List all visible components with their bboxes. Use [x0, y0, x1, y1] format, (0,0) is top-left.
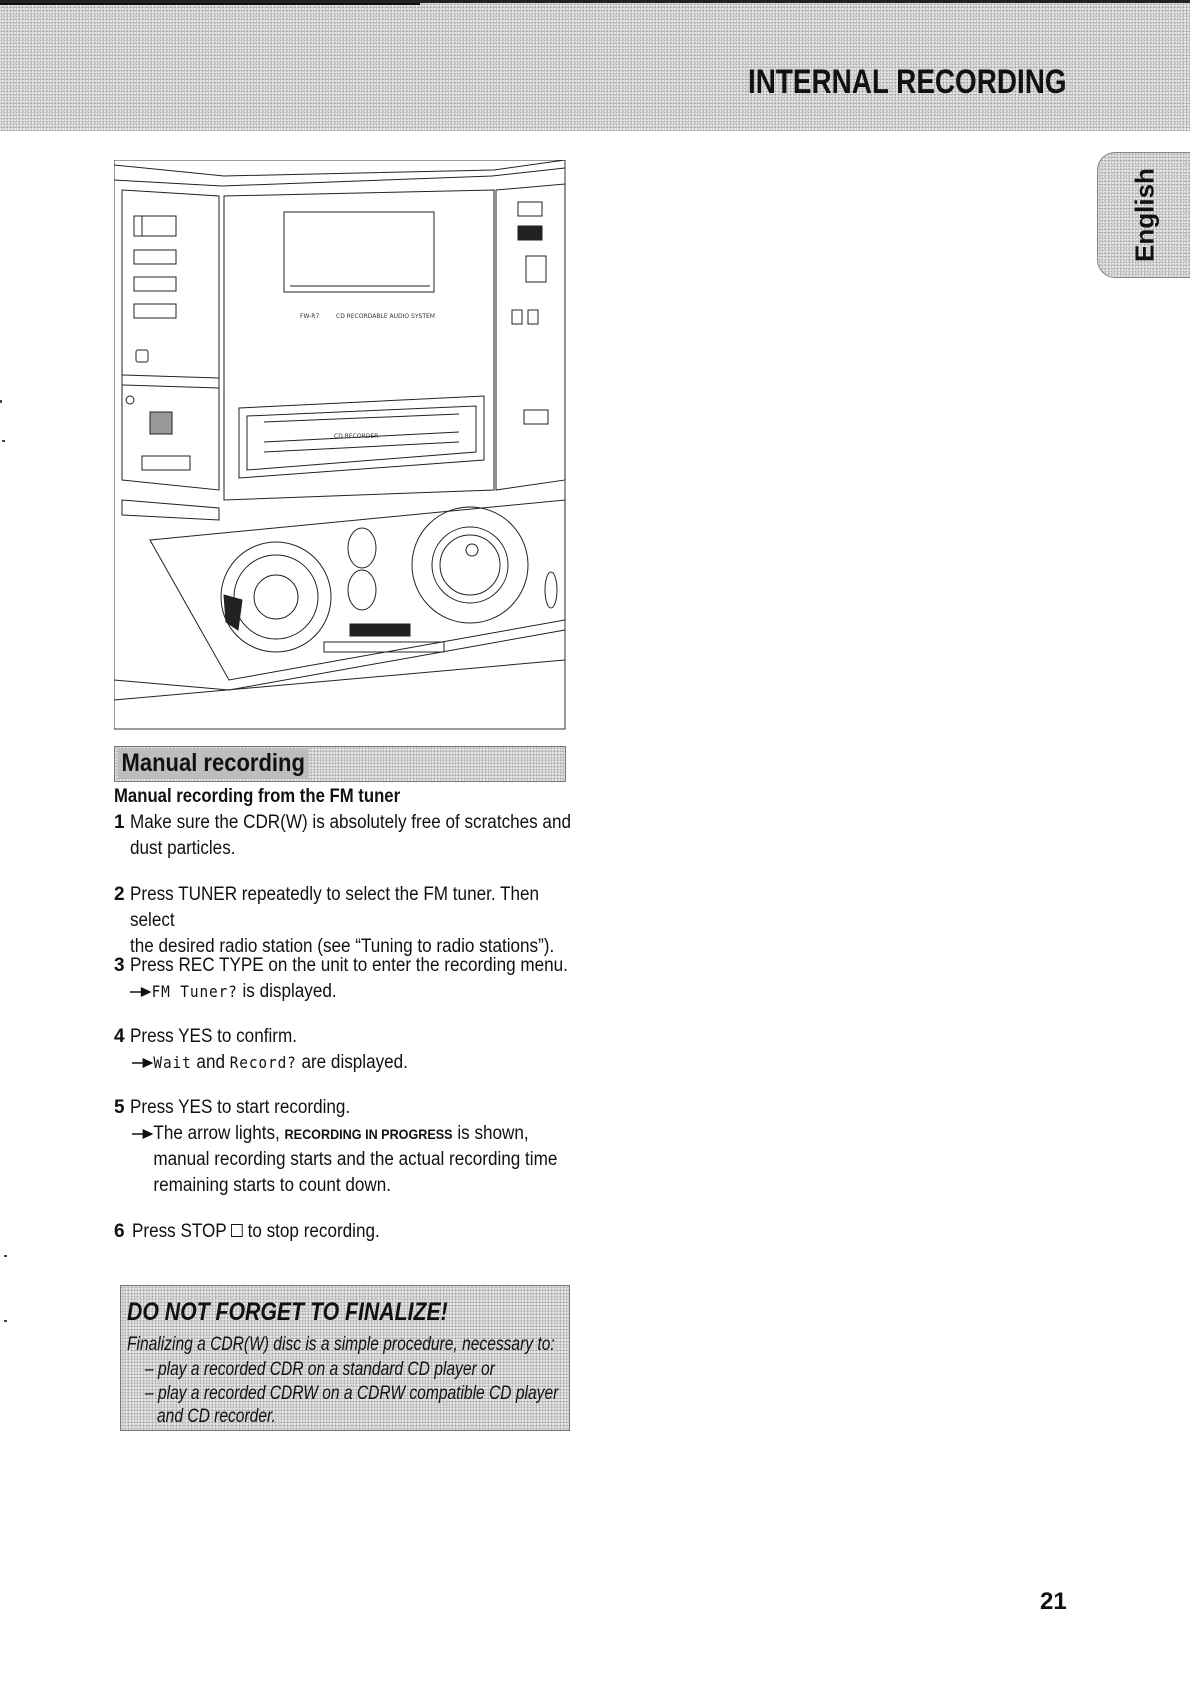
result-arrow-icon [132, 1128, 154, 1140]
step-result-text-2: are displayed. [296, 1052, 408, 1073]
language-tab-label: English [1129, 168, 1159, 262]
step-number: 4 [114, 1026, 125, 1047]
page-number: 21 [1040, 1588, 1067, 1615]
language-tab[interactable] [1097, 152, 1190, 278]
step-3 [114, 953, 584, 1005]
finalize-line-1: Finalizing a CDR(W) disc is a simple procedure, necessary to: [127, 1334, 555, 1355]
display-text: FM Tuner? [151, 982, 238, 1001]
step-text: Press YES to confirm. [130, 1026, 297, 1047]
margin-mark [2, 440, 5, 442]
step-text: Press STOP [132, 1221, 232, 1242]
step-text-cont: dust particles. [130, 838, 236, 859]
finalize-line-2: – play a recorded CDR on a standard CD player or [145, 1359, 495, 1380]
header-band [0, 0, 1190, 131]
display-text: Wait [153, 1053, 192, 1072]
finalize-note [120, 1285, 570, 1431]
step-number: 1 [114, 812, 125, 833]
step-number: 6 [114, 1221, 125, 1242]
product-illustration [114, 160, 566, 730]
step-number: 5 [114, 1097, 125, 1118]
section-heading: Manual recording [118, 749, 308, 778]
finalize-line-4: and CD recorder. [157, 1406, 276, 1427]
step-result-text: and [191, 1052, 230, 1073]
margin-mark [4, 1255, 7, 1257]
finalize-line-3: – play a recorded CDRW on a CDRW compatible CD player [145, 1383, 559, 1404]
step-6 [114, 1219, 584, 1245]
margin-mark [0, 400, 2, 403]
step-text-cont-2: remaining starts to count down. [153, 1175, 392, 1196]
margin-mark [4, 1320, 7, 1322]
step-2 [114, 882, 584, 960]
finalize-title: DO NOT FORGET TO FINALIZE! [127, 1298, 448, 1326]
cd-recorder-logo: CD RECORDER [334, 433, 379, 440]
step-result-text: is displayed. [237, 981, 337, 1002]
step-text-cont: the desired radio station (see “Tuning to radio stations”). [130, 936, 555, 957]
step-number: 3 [114, 955, 125, 976]
model-label: FW-R7 [300, 313, 320, 320]
step-5 [114, 1095, 584, 1199]
step-text: Press YES to start recording. [130, 1097, 351, 1118]
step-text: Press TUNER repeatedly to select the FM tuner. Then select [130, 884, 540, 931]
section-heading-bar [114, 746, 566, 782]
step-result-text: The arrow lights, [153, 1123, 285, 1144]
page-title: INTERNAL RECORDING [748, 63, 1067, 101]
result-arrow-icon [130, 986, 152, 998]
stop-icon [231, 1224, 243, 1237]
step-1 [114, 810, 584, 862]
step-text-cont: manual recording starts and the actual recording time [153, 1149, 558, 1170]
header-rule [0, 3, 420, 5]
step-result-text-end: is shown, [452, 1123, 529, 1144]
step-number: 2 [114, 884, 125, 905]
display-text-2: Record? [229, 1053, 297, 1072]
system-label: CD RECORDABLE AUDIO SYSTEM [336, 313, 435, 320]
step-4 [114, 1024, 584, 1076]
step-text-end: to stop recording. [242, 1221, 380, 1242]
subheading: Manual recording from the FM tuner [114, 786, 401, 807]
step-text: Press REC TYPE on the unit to enter the recording menu. [130, 955, 568, 976]
step-text: Make sure the CDR(W) is absolutely free of scratches and [130, 812, 571, 833]
recording-in-progress-label: RECORDING IN PROGRESS [284, 1126, 453, 1142]
result-arrow-icon [132, 1057, 154, 1069]
